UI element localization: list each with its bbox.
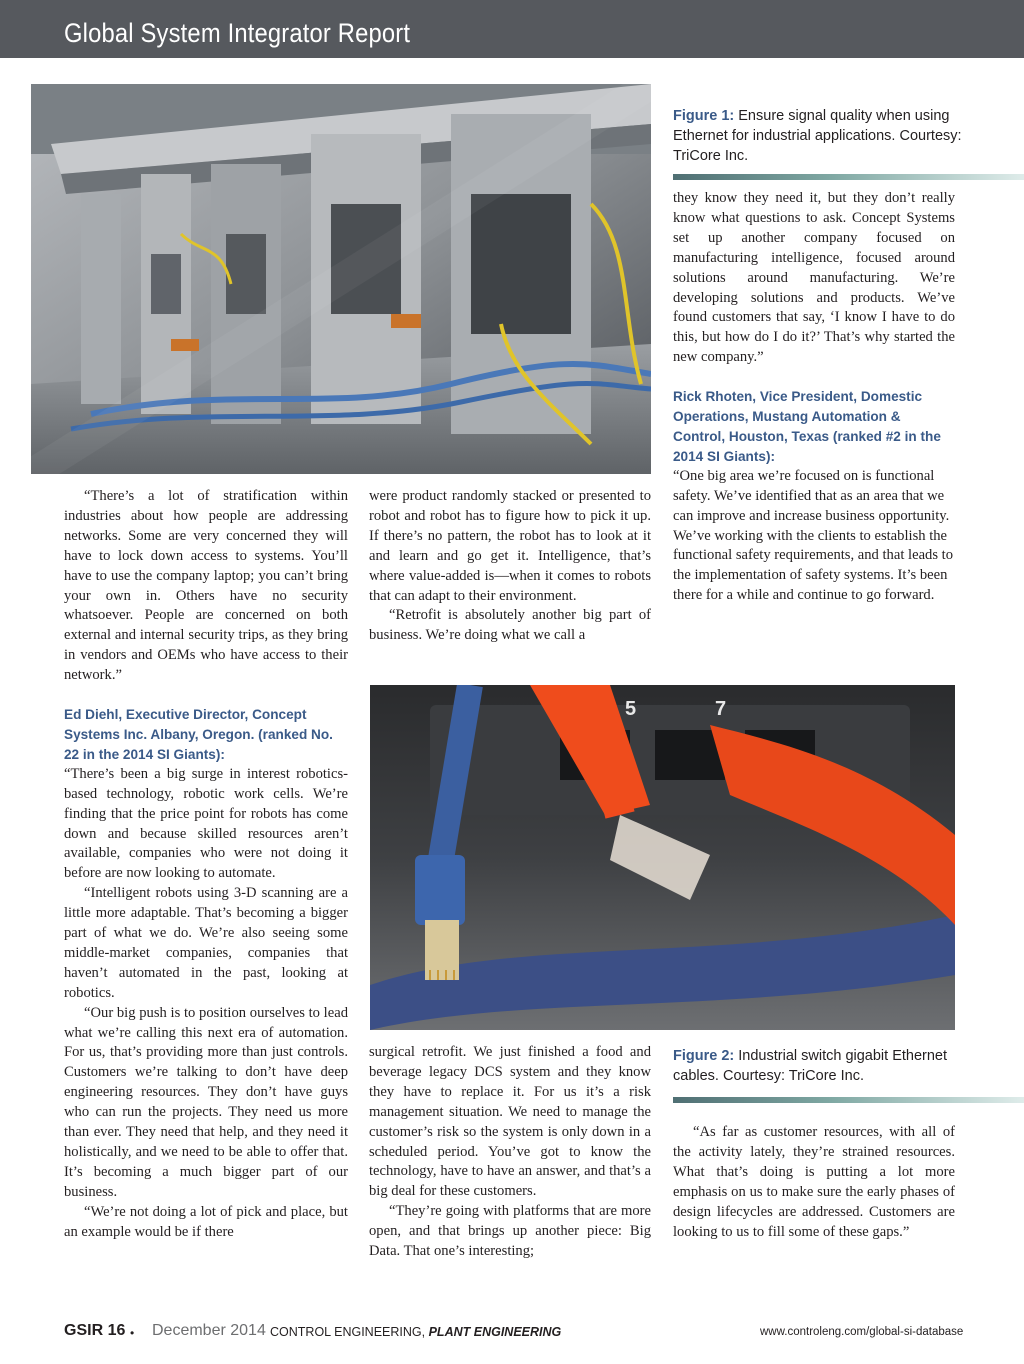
figure1-label: Figure 1: (673, 108, 735, 124)
footer-publication (270, 1325, 561, 1339)
mid-para-4: “They’re going with platforms that are more open, and that brings up another piece: Big Data. That one’s interesting; (369, 1203, 651, 1260)
figure1-photo (31, 84, 651, 474)
figure2-photo (370, 685, 955, 1030)
figure2-caption (673, 1046, 955, 1086)
middle-column-top (369, 487, 651, 646)
right-para-1: they know they need it, but they don’t really know what questions to ask. Concept Systems set up another company focused on manufacturing intelligence, focused around solutions around manufacturing. We’re developing solutions and products. We’ve found customers that say, ‘I know I have to do this, but how do I do it?’ That’s why started the new company.” (673, 190, 955, 366)
figure1-caption-text: Ensure signal quality when using Ethernet for industrial applications. Courtesy: TriCore Inc. (673, 108, 962, 164)
figure1-caption (673, 106, 963, 166)
left-para-3: “Intelligent robots using 3-D scanning are a little more adaptable. That’s becoming a bigger part of what we do. We’re also seeing some middle-market companies, companies that haven’t automated in the past, looking at robotics. (64, 885, 348, 1001)
port-number-5: 5 (625, 698, 637, 720)
left-para-4: “Our big push is to position ourselves to lead what we’re calling this next era of automation. For us, that’s providing more than just controls. Customers we’re talking to don’t have deep engineering resources. They don’t have guys who can run the projects. They need us more than ever. They need that help, and they need it holistically, and we need to be able to offer that. It’s becoming a much bigger part of our business. (64, 1004, 348, 1200)
left-para-2: “There’s been a big surge in interest robotics-based technology, robotic work cells. We’re finding that the price point for robots has come down and because skilled resources aren’t available, companies who were not doing it before are now looking to automate. (64, 765, 348, 882)
footer-publication-a: CONTROL ENGINEERING, (270, 1325, 429, 1339)
speaker-ed-diehl: Ed Diehl, Executive Director, Concept Systems Inc. Albany, Oregon. (ranked No. 22 in the 2014 SI Giants): (64, 707, 333, 762)
mid-para-3: surgical retrofit. We just finished a food and beverage legacy DCS system and they know they have to replace it. For us it’s a risk management situation. We need to manage the customer’s risk so the system is only down in a scheduled period. You’ve got to know the technology, have to have an answer, and that’s a big deal for these customers. (369, 1044, 651, 1200)
figure2-rule (673, 1097, 1024, 1103)
port-number-7: 7 (715, 698, 727, 720)
left-para-1: “There’s a lot of stratification within industries about how people are addressing networks. Some are very concerned they will have to lock down access to systems. You’ll have to use the company laptop; you can’t bring your own in. Others have no security whatsoever. People are concerned on both external and internal security trips, as they bring in vendors and OEMs who have access to their network.” (64, 488, 348, 684)
mid-para-2: “Retrofit is absolutely another big part of business. We’re doing what we call a (369, 607, 651, 644)
footer-page-number: GSIR 16 (64, 1322, 126, 1339)
speaker-rick-rhoten: Rick Rhoten, Vice President, Domestic Operations, Mustang Automation & Control, Houston, Texas (ranked #2 in the 2014 SI Giants): (673, 389, 941, 464)
footer-date: December 2014 (152, 1322, 266, 1339)
mid-para-1: were product randomly stacked or presented to robot and robot has to figure how to pick it up. If there’s no pattern, the robot has to look at it and learn and go get it. Intelligence, that’s where value-added is—when it comes to robots that can adapt to their environment. (369, 488, 651, 604)
left-column (64, 487, 348, 1243)
right-column-top (673, 189, 955, 606)
left-para-5: “We’re not doing a lot of pick and place, but an example would be if there (64, 1203, 348, 1240)
footer-bullet: • (130, 1326, 135, 1340)
middle-column-bottom (369, 1043, 651, 1262)
figure2-label: Figure 2: (673, 1048, 735, 1064)
figure2-caption-text: Industrial switch gigabit Ethernet cables. Courtesy: TriCore Inc. (673, 1048, 948, 1084)
right-column-bottom (673, 1123, 955, 1242)
right-para-2: “As far as customer resources, with all of the activity lately, they’re strained resources. What that’s doing is putting a lot more emphasis on us to make sure the early phases of design lifecycles are addressed. Customers are looking to us to fill some of these gaps.” (673, 1124, 955, 1240)
footer-publication-b: PLANT ENGINEERING (428, 1325, 562, 1339)
right-quote: “One big area we’re focused on is functional safety. We’ve identified that as an area that we can improve and increase business opportunity. We’ve working with the clients to establish the functional safety requirements, and that leads to the implementation of safety systems. It’s been there for a while and continue to go forward. (673, 467, 954, 604)
header-banner (0, 0, 1024, 58)
figure1-rule (673, 174, 1024, 180)
footer-url[interactable]: www.controleng.com/global-si-database (760, 1326, 964, 1338)
report-title: Global System Integrator Report (64, 18, 411, 48)
